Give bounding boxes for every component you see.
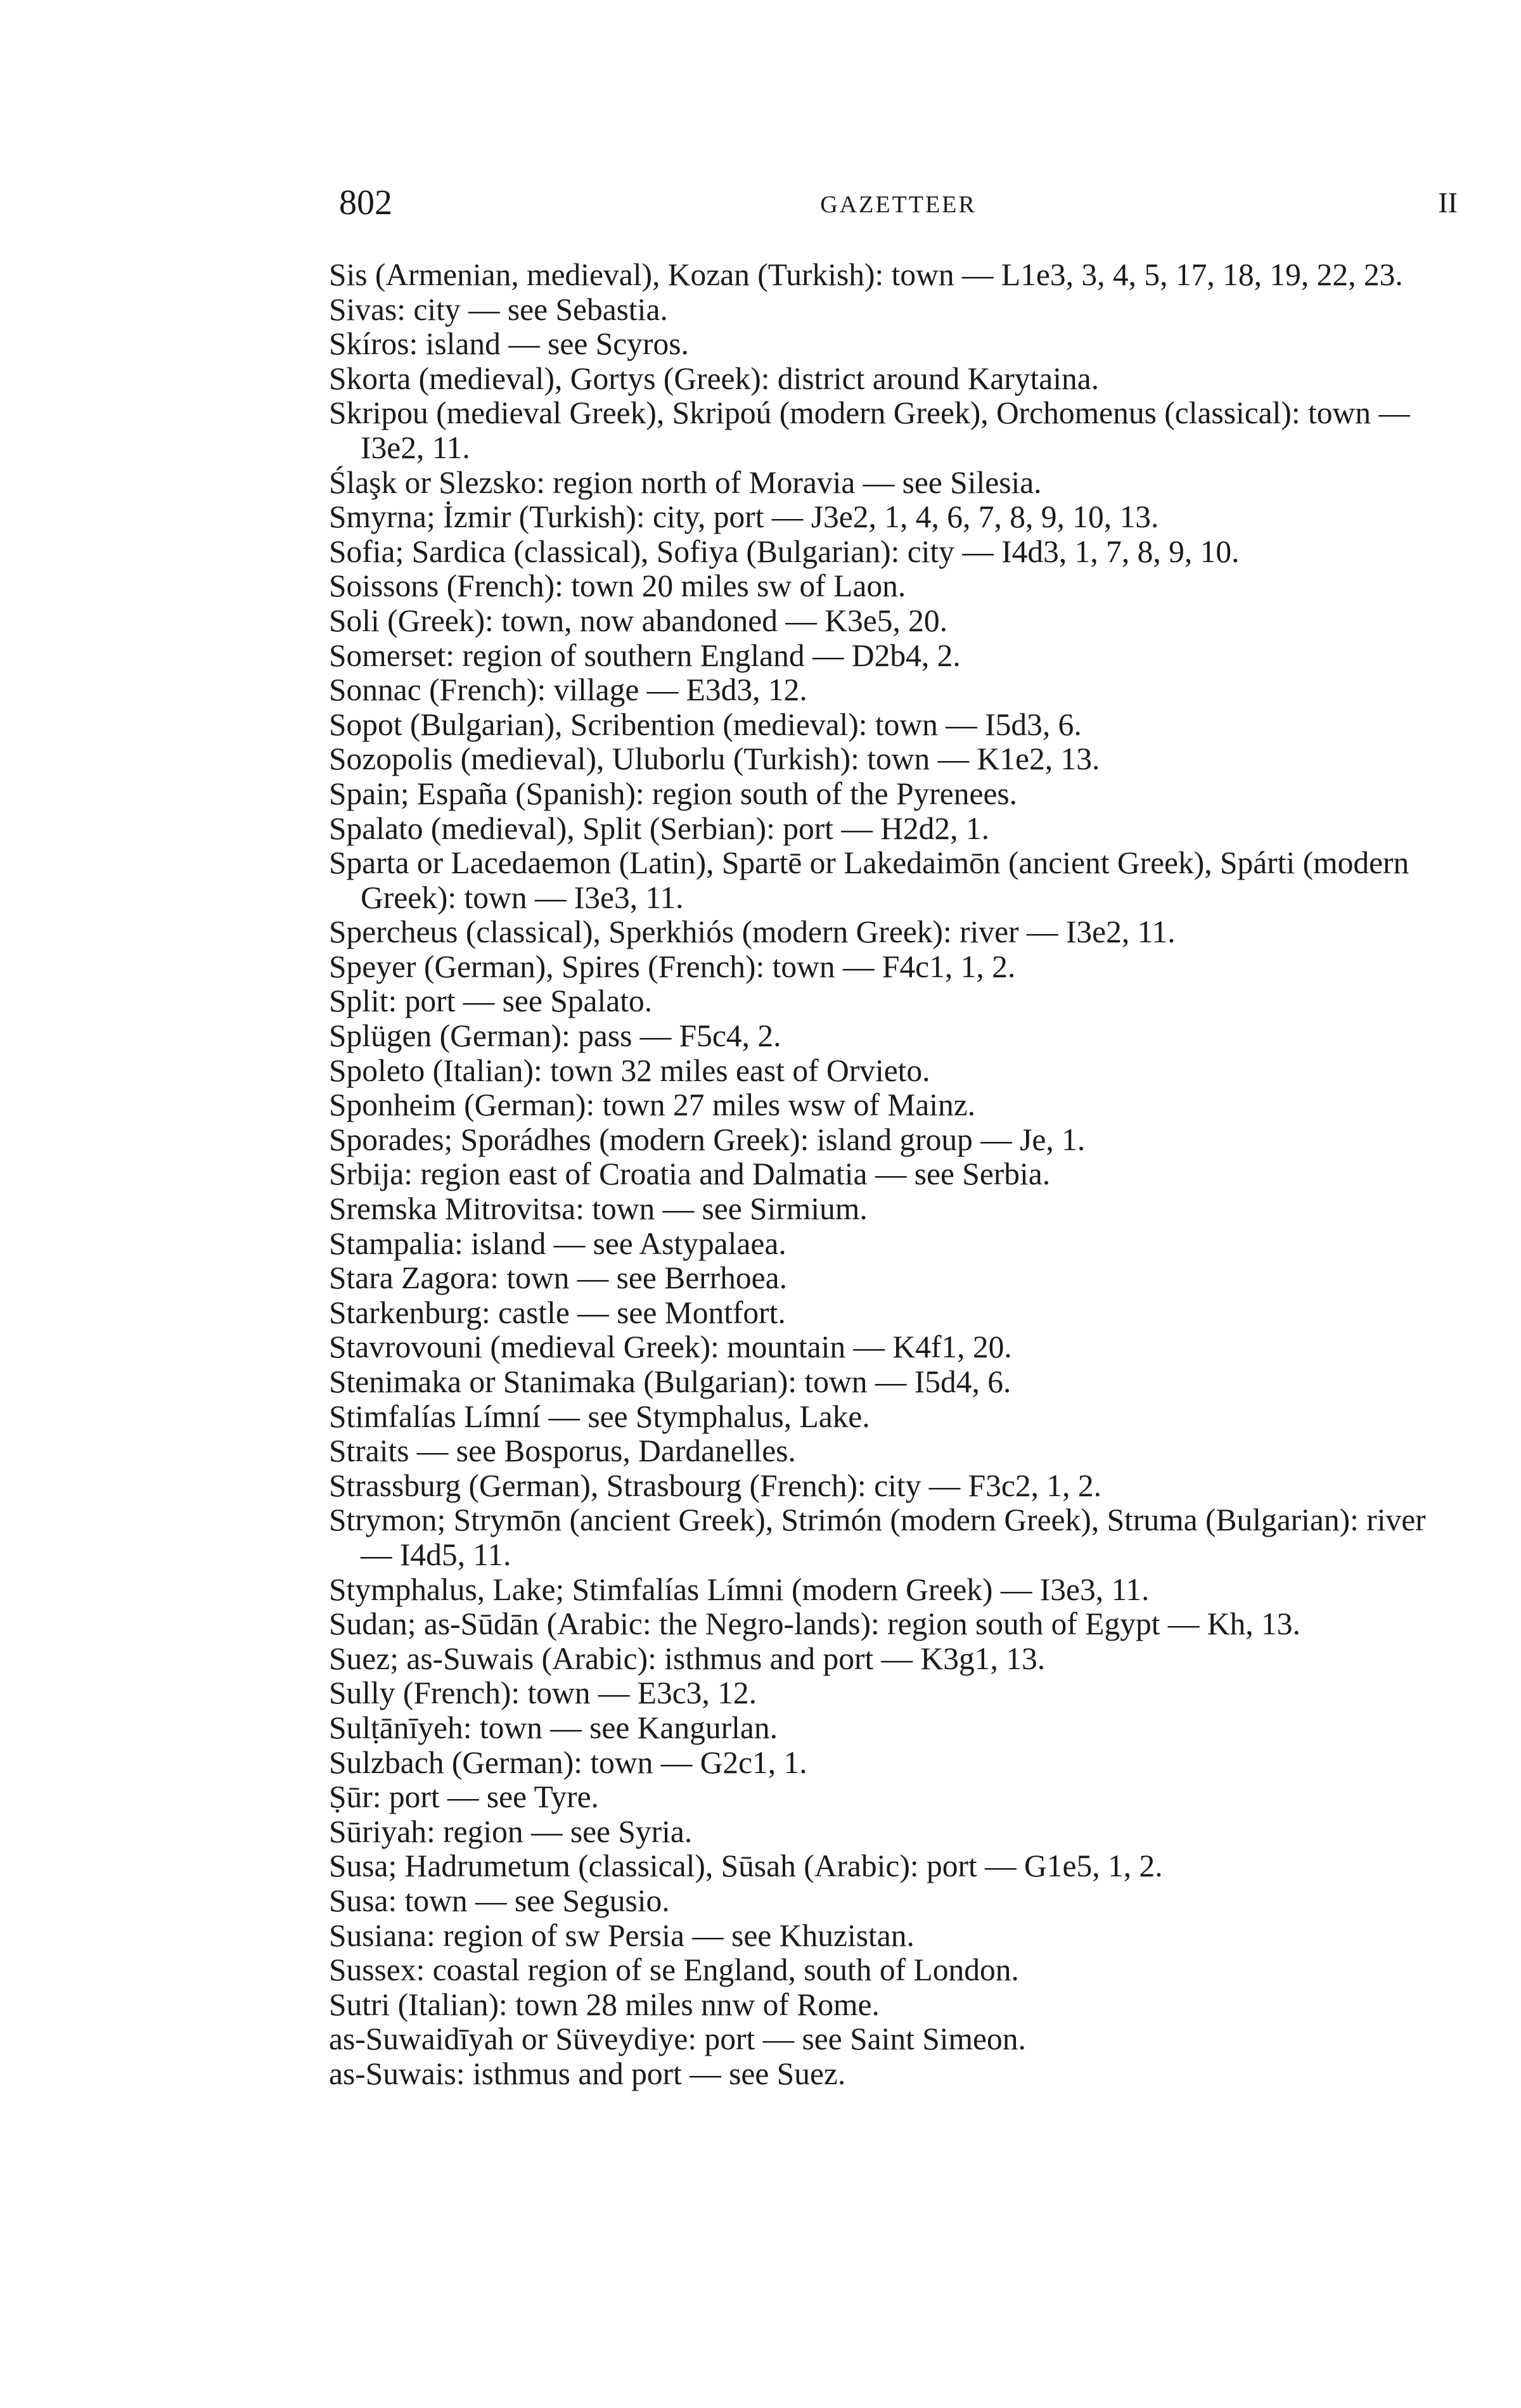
gazetteer-entry: Sopot (Bulgarian), Scribention (medieval): town — I5d3, 6. xyxy=(329,707,1082,742)
gazetteer-entry: Sulṭānīyeh: town — see Kangurlan. xyxy=(329,1710,778,1745)
page-header xyxy=(339,184,1458,222)
gazetteer-entry: Smyrna; İzmir (Turkish): city, port — J3e2, 1, 4, 6, 7, 8, 9, 10, 13. xyxy=(329,499,1159,535)
gazetteer-entry: Spain; España (Spanish): region south of the Pyrenees. xyxy=(329,776,1018,811)
gazetteer-entry: Sussex: coastal region of se England, south of London. xyxy=(329,1952,1019,1988)
gazetteer-entry: Sozopolis (medieval), Uluborlu (Turkish): town — K1e2, 13. xyxy=(329,741,1100,777)
gazetteer-entry: Sūriyah: region — see Syria. xyxy=(329,1814,693,1849)
gazetteer-entry: Stavrovouni (medieval Greek): mountain — K4f1, 20. xyxy=(329,1329,1012,1365)
gazetteer-entry: as-Suwais: isthmus and port — see Suez. xyxy=(329,2056,846,2091)
gazetteer-entry: Stymphalus, Lake; Stimfalías Límni (modern Greek) — I3e3, 11. xyxy=(329,1572,1150,1607)
gazetteer-entry: Somerset: region of southern England — D2b4, 2. xyxy=(329,637,961,673)
gazetteer-entry: Strymon; Strymōn (ancient Greek), Strimón (modern Greek), Struma (Bulgarian): river — I4d5, 11. xyxy=(329,1502,1426,1572)
gazetteer-entry: Sutri (Italian): town 28 miles nnw of Rome. xyxy=(329,1987,880,2022)
gazetteer-entry: Sofia; Sardica (classical), Sofiya (Bulgarian): city — I4d3, 1, 7, 8, 9, 10. xyxy=(329,534,1240,569)
page-number: 802 xyxy=(339,183,392,222)
gazetteer-entry: Skorta (medieval), Gortys (Greek): district around Karytaina. xyxy=(329,361,1100,396)
gazetteer-entry: Srbija: region east of Croatia and Dalmatia — see Serbia. xyxy=(329,1156,1051,1192)
gazetteer-entry: Ślaşk or Slezsko: region north of Moravia — see Silesia. xyxy=(329,464,1042,500)
gazetteer-entry: Splügen (German): pass — F5c4, 2. xyxy=(329,1018,781,1054)
gazetteer-entry: Stampalia: island — see Astypalaea. xyxy=(329,1226,786,1261)
gazetteer-entry: Sonnac (French): village — E3d3, 12. xyxy=(329,672,807,708)
gazetteer-entry: Stenimaka or Stanimaka (Bulgarian): town — I5d4, 6. xyxy=(329,1364,1011,1399)
running-head: GAZETTEER xyxy=(820,191,977,218)
gazetteer-entry: Spoleto (Italian): town 32 miles east of Orvieto. xyxy=(329,1053,930,1088)
gazetteer-entry: Susa: town — see Segusio. xyxy=(329,1883,670,1918)
gazetteer-entry: Ṣūr: port — see Tyre. xyxy=(329,1779,599,1815)
gazetteer-entry: Straits — see Bosporus, Dardanelles. xyxy=(329,1433,796,1469)
gazetteer-entry: Spercheus (classical), Sperkhiós (modern Greek): river — I3e2, 11. xyxy=(329,914,1176,950)
gazetteer-entry: Soli (Greek): town, now abandoned — K3e5, 20. xyxy=(329,603,948,638)
gazetteer-entry: Stimfalías Límní — see Stymphalus, Lake. xyxy=(329,1399,870,1434)
gazetteer-entry: as-Suwaidīyah or Süveydiye: port — see Saint Simeon. xyxy=(329,2021,1026,2057)
gazetteer-entry: Starkenburg: castle — see Montfort. xyxy=(329,1295,786,1330)
gazetteer-entry: Sporades; Sporádhes (modern Greek): island group — Je, 1. xyxy=(329,1122,1086,1157)
gazetteer-entry: Susa; Hadrumetum (classical), Sūsah (Arabic): port — G1e5, 1, 2. xyxy=(329,1848,1163,1884)
gazetteer-entry: Susiana: region of sw Persia — see Khuzistan. xyxy=(329,1918,915,1953)
gazetteer-entry: Sis (Armenian, medieval), Kozan (Turkish): town — L1e3, 3, 4, 5, 17, 18, 19, 22, 23. xyxy=(329,257,1403,292)
gazetteer-entry: Sully (French): town — E3c3, 12. xyxy=(329,1675,757,1711)
gazetteer-entries xyxy=(329,258,1457,2091)
gazetteer-entry: Split: port — see Spalato. xyxy=(329,983,653,1019)
gazetteer-entry: Sudan; as-Sūdān (Arabic: the Negro-lands): region south of Egypt — Kh, 13. xyxy=(329,1606,1300,1642)
gazetteer-entry: Soissons (French): town 20 miles sw of Laon. xyxy=(329,568,906,604)
gazetteer-entry: Sponheim (German): town 27 miles wsw of Mainz. xyxy=(329,1087,976,1123)
gazetteer-entry: Sparta or Lacedaemon (Latin), Spartē or Lakedaimōn (ancient Greek), Spárti (modern Greek): town — I3e3, 11. xyxy=(329,845,1409,915)
gazetteer-entry: Skíros: island — see Scyros. xyxy=(329,326,689,362)
volume-number: II xyxy=(1438,186,1458,219)
gazetteer-entry: Suez; as-Suwais (Arabic): isthmus and port — K3g1, 13. xyxy=(329,1641,1046,1676)
gazetteer-entry: Sivas: city — see Sebastia. xyxy=(329,291,668,327)
gazetteer-entry: Sremska Mitrovitsa: town — see Sirmium. xyxy=(329,1191,868,1227)
gazetteer-entry: Stara Zagora: town — see Berrhoea. xyxy=(329,1260,787,1296)
gazetteer-entry: Sulzbach (German): town — G2c1, 1. xyxy=(329,1745,807,1780)
gazetteer-entry: Strassburg (German), Strasbourg (French): city — F3c2, 1, 2. xyxy=(329,1468,1101,1503)
gazetteer-entry: Spalato (medieval), Split (Serbian): port — H2d2, 1. xyxy=(329,810,990,846)
gazetteer-entry: Skripou (medieval Greek), Skripoú (modern Greek), Orchomenus (classical): town — I3e2, 11. xyxy=(329,395,1410,465)
gazetteer-entry: Speyer (German), Spires (French): town — F4c1, 1, 2. xyxy=(329,949,1016,984)
